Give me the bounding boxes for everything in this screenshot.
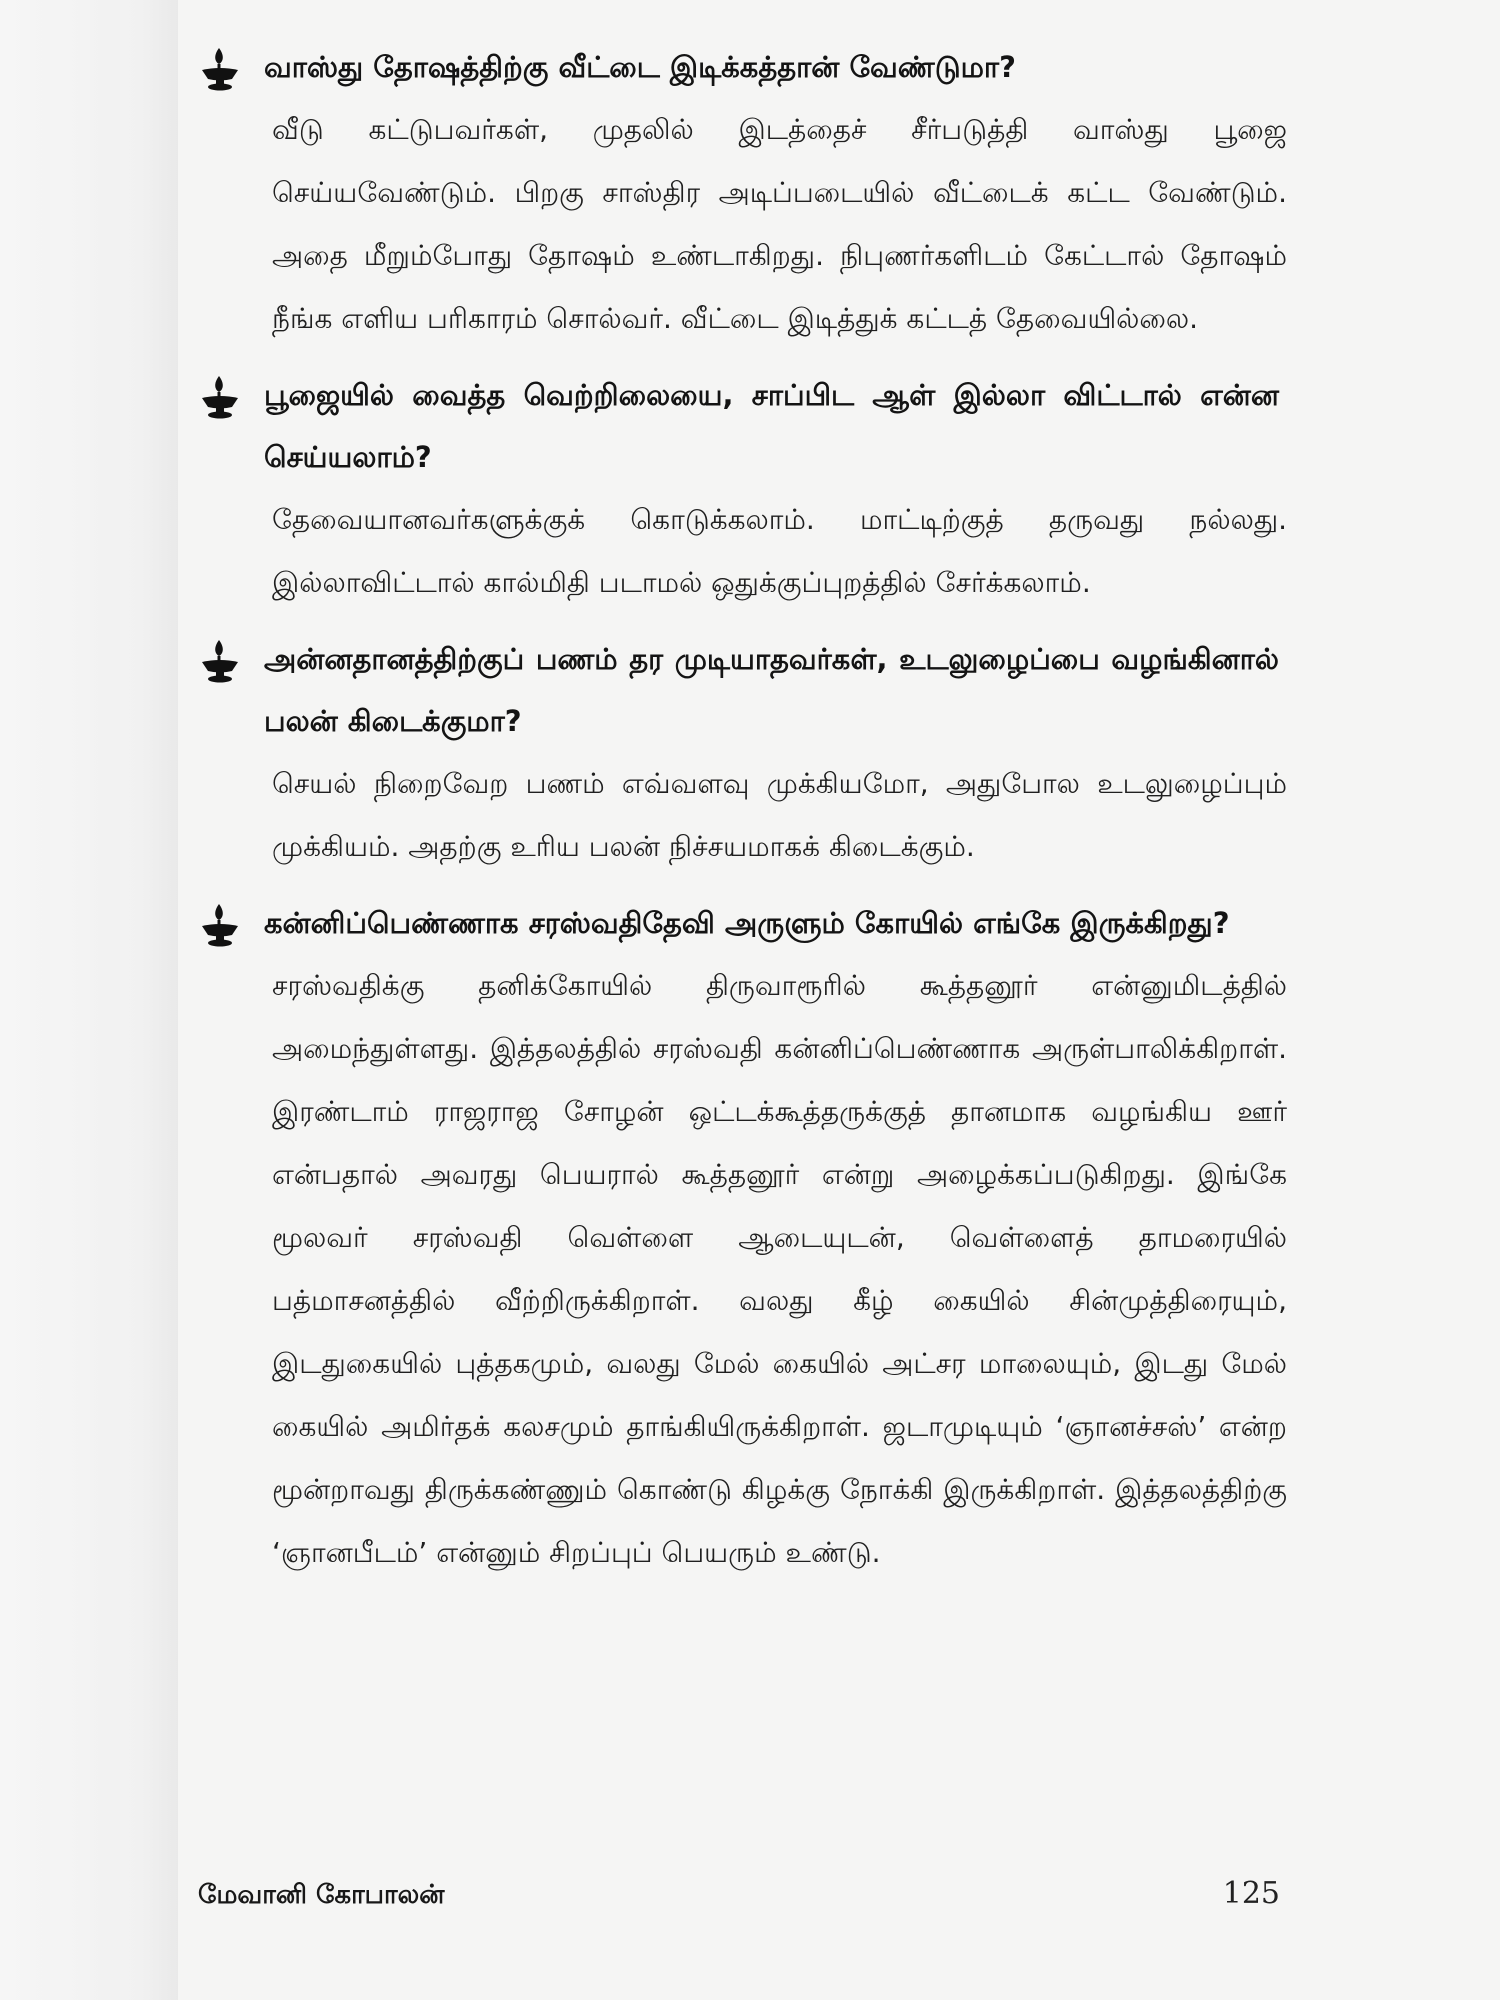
lamp-icon <box>196 46 244 92</box>
page-number: 125 <box>1222 1876 1280 1911</box>
question-row <box>200 372 1295 488</box>
qa-item-1 <box>200 44 1295 350</box>
question-row <box>200 44 1295 98</box>
question-text: கன்னிப்பெண்ணாக சரஸ்வதிதேவி அருளும் கோயில் எங்கே இருக்கிறது? <box>264 906 1230 940</box>
question-text: வாஸ்து தோஷத்திற்கு வீட்டை இடிக்கத்தான் வேண்டுமா? <box>264 50 1016 84</box>
page-content <box>200 44 1295 1606</box>
lamp-icon <box>196 374 244 420</box>
qa-item-2 <box>200 372 1295 614</box>
question-row <box>200 636 1295 752</box>
qa-item-4 <box>200 900 1295 1584</box>
author-name: மேவானி கோபாலன் <box>198 1880 445 1910</box>
qa-item-3 <box>200 636 1295 878</box>
answer-text: செயல் நிறைவேற பணம் எவ்வளவு முக்கியமோ, அதுபோல உடலுழைப்பும் முக்கியம். அதற்கு உரிய பலன் நிச்சயமாகக் கிடைக்கும். <box>272 767 1287 863</box>
page-footer <box>198 1876 1280 1913</box>
book-gutter <box>0 0 178 2000</box>
answer-text: சரஸ்வதிக்கு தனிக்கோயில் திருவாரூரில் கூத்தனூர் என்னுமிடத்தில் அமைந்துள்ளது. இத்தலத்தில் சரஸ்வதி கன்னிப்பெண்ணாக அருள்பாலிக்கிறாள். இரண்டாம் ராஜராஜ சோழன் ஒட்டக்கூத்தருக்குத் தானமாக வழங்கிய ஊர் என்பதால் அவரது பெயரால் கூத்தனூர் என்று அழைக்கப்படுகிறது. இங்கே மூலவர் சரஸ்வதி வெள்ளை ஆடையுடன், வெள்ளைத் தாமரையில் பத்மாசனத்தில் வீற்றிருக்கிறாள். வலது கீழ் கையில் சின்முத்திரையும், இடதுகையில் புத்தகமும், வலது மேல் கையில் அட்சர மாலையும், இடது மேல் கையில் அமிர்தக் கலசமும் தாங்கியிருக்கிறாள். ஜடாமுடியும் ‘ஞானச்சஸ்’ என்ற மூன்றாவது திருக்கண்ணும் கொண்டு கிழக்கு நோக்கி இருக்கிறாள். இத்தலத்திற்கு ‘ஞானபீடம்’ என்னும் சிறப்புப் பெயரும் உண்டு. <box>272 969 1287 1569</box>
answer-text: தேவையானவர்களுக்குக் கொடுக்கலாம். மாட்டிற்குத் தருவது நல்லது. இல்லாவிட்டால் கால்மிதி படாமல் ஒதுக்குப்புறத்தில் சேர்க்கலாம். <box>272 503 1287 599</box>
question-row <box>200 900 1295 954</box>
question-text: அன்னதானத்திற்குப் பணம் தர முடியாதவர்கள், உடலுழைப்பை வழங்கினால் பலன் கிடைக்குமா? <box>264 642 1279 738</box>
question-text: பூஜையில் வைத்த வெற்றிலையை, சாப்பிட ஆள் இல்லா விட்டால் என்ன செய்யலாம்? <box>264 378 1279 474</box>
answer-text: வீடு கட்டுபவர்கள், முதலில் இடத்தைச் சீர்படுத்தி வாஸ்து பூஜை செய்யவேண்டும். பிறகு சாஸ்திர அடிப்படையில் வீட்டைக் கட்ட வேண்டும். அதை மீறும்போது தோஷம் உண்டாகிறது. நிபுணர்களிடம் கேட்டால் தோஷம் நீங்க எளிய பரிகாரம் சொல்வர். வீட்டை இடித்துக் கட்டத் தேவையில்லை. <box>272 113 1287 335</box>
lamp-icon <box>196 638 244 684</box>
lamp-icon <box>196 902 244 948</box>
